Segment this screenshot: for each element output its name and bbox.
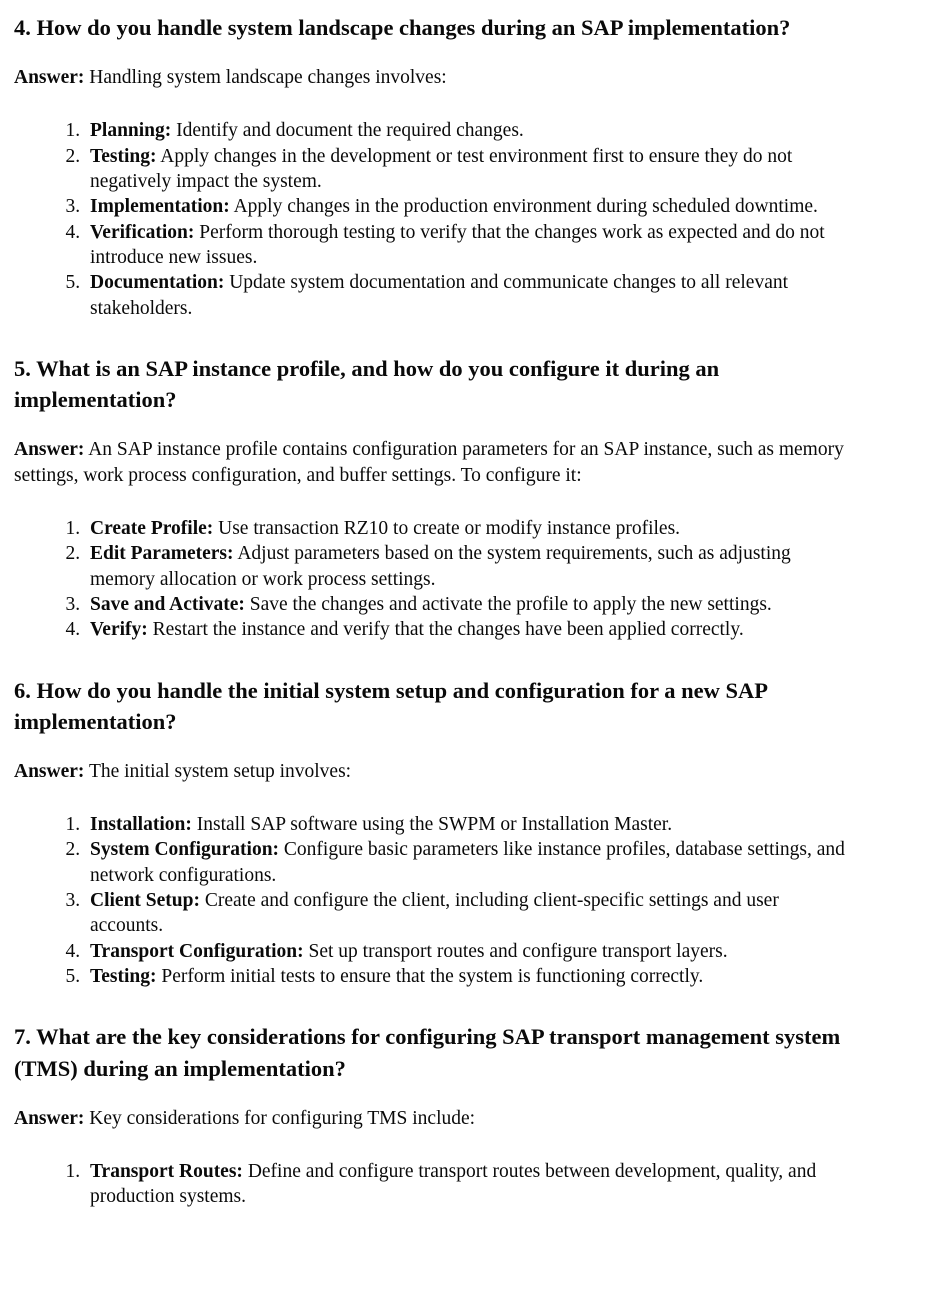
list-item xyxy=(85,939,847,964)
item-description: Perform thorough testing to verify that the changes work as expected and do not introduce new issues. xyxy=(90,221,825,269)
question-5-heading: 5. What is an SAP instance profile, and how do you configure it during an implementation? xyxy=(14,356,720,413)
list-item xyxy=(85,837,847,888)
item-term: Save and Activate: xyxy=(90,593,245,615)
answer-text: An SAP instance profile contains configuration parameters for an SAP instance, such as memory settings, work process configuration, and buffer settings. To configure it: xyxy=(14,439,844,486)
list-item xyxy=(85,964,847,989)
answer-4-paragraph xyxy=(14,65,847,90)
answer-4-list xyxy=(14,118,847,321)
answer-text: Key considerations for configuring TMS include: xyxy=(89,1107,476,1129)
list-item xyxy=(85,617,847,642)
item-description: Install SAP software using the SWPM or Installation Master. xyxy=(196,814,673,836)
item-term: Edit Parameters: xyxy=(90,543,234,565)
item-description: Define and configure transport routes between development, quality, and production systems. xyxy=(90,1160,817,1208)
item-term: Client Setup: xyxy=(90,890,200,912)
item-term: Testing: xyxy=(90,145,157,167)
item-description: Use transaction RZ10 to create or modify instance profiles. xyxy=(218,517,681,539)
item-description: Identify and document the required changes. xyxy=(176,120,524,142)
item-term: Documentation: xyxy=(90,272,225,294)
answer-7-paragraph xyxy=(14,1106,847,1131)
item-description: Update system documentation and communicate changes to all relevant stakeholders. xyxy=(90,272,789,319)
item-term: Verification: xyxy=(90,221,195,243)
list-item xyxy=(85,270,847,321)
item-term: System Configuration: xyxy=(90,839,280,861)
item-term: Transport Routes: xyxy=(90,1160,243,1182)
item-description: Create and configure the client, including client-specific settings and user accounts. xyxy=(90,890,779,937)
item-description: Configure basic parameters like instance profiles, database settings, and network configurations. xyxy=(90,839,845,886)
item-description: Apply changes in the production environment during scheduled downtime. xyxy=(233,196,818,218)
answer-6-paragraph xyxy=(14,759,847,784)
list-item xyxy=(85,592,847,617)
list-item xyxy=(85,812,847,837)
item-description: Save the changes and activate the profile to apply the new settings. xyxy=(249,593,772,615)
item-term: Testing: xyxy=(90,966,157,988)
item-term: Create Profile: xyxy=(90,517,214,539)
qa-section-7 xyxy=(14,1021,847,1209)
answer-text: The initial system setup involves: xyxy=(88,760,352,782)
item-term: Implementation: xyxy=(90,196,230,218)
item-description: Set up transport routes and configure transport layers. xyxy=(308,940,728,962)
list-item xyxy=(85,541,847,592)
list-item xyxy=(85,1159,847,1210)
qa-section-6 xyxy=(14,675,847,990)
item-description: Adjust parameters based on the system requirements, such as adjusting memory allocation or work process settings. xyxy=(90,543,791,590)
item-description: Restart the instance and verify that the changes have been applied correctly. xyxy=(152,619,744,641)
list-item xyxy=(85,516,847,541)
list-item xyxy=(85,118,847,143)
answer-label: Answer: xyxy=(14,67,85,89)
item-term: Planning: xyxy=(90,120,172,142)
answer-7-list xyxy=(14,1159,847,1210)
list-item xyxy=(85,194,847,219)
qa-section-5 xyxy=(14,353,847,643)
answer-label: Answer: xyxy=(14,1107,85,1129)
item-term: Transport Configuration: xyxy=(90,940,304,962)
item-term: Installation: xyxy=(90,814,192,836)
answer-text: Handling system landscape changes involves: xyxy=(89,67,447,89)
question-4-heading: 4. How do you handle system landscape changes during an SAP implementation? xyxy=(14,15,791,40)
answer-label: Answer: xyxy=(14,760,85,782)
list-item xyxy=(85,220,847,271)
item-term: Verify: xyxy=(90,619,148,641)
list-item xyxy=(85,144,847,195)
answer-6-list xyxy=(14,812,847,989)
question-6-heading: 6. How do you handle the initial system setup and configuration for a new SAP implementation? xyxy=(14,677,767,734)
list-item xyxy=(85,888,847,939)
answer-5-list xyxy=(14,516,847,643)
answer-label: Answer: xyxy=(14,439,85,461)
question-7-heading: 7. What are the key considerations for configuring SAP transport management system (TMS) during an implementation? xyxy=(14,1024,841,1081)
item-description: Apply changes in the development or test environment first to ensure they do not negatively impact the system. xyxy=(90,145,793,193)
qa-section-4 xyxy=(14,12,847,321)
answer-5-paragraph xyxy=(14,437,847,488)
item-description: Perform initial tests to ensure that the system is functioning correctly. xyxy=(161,966,704,988)
